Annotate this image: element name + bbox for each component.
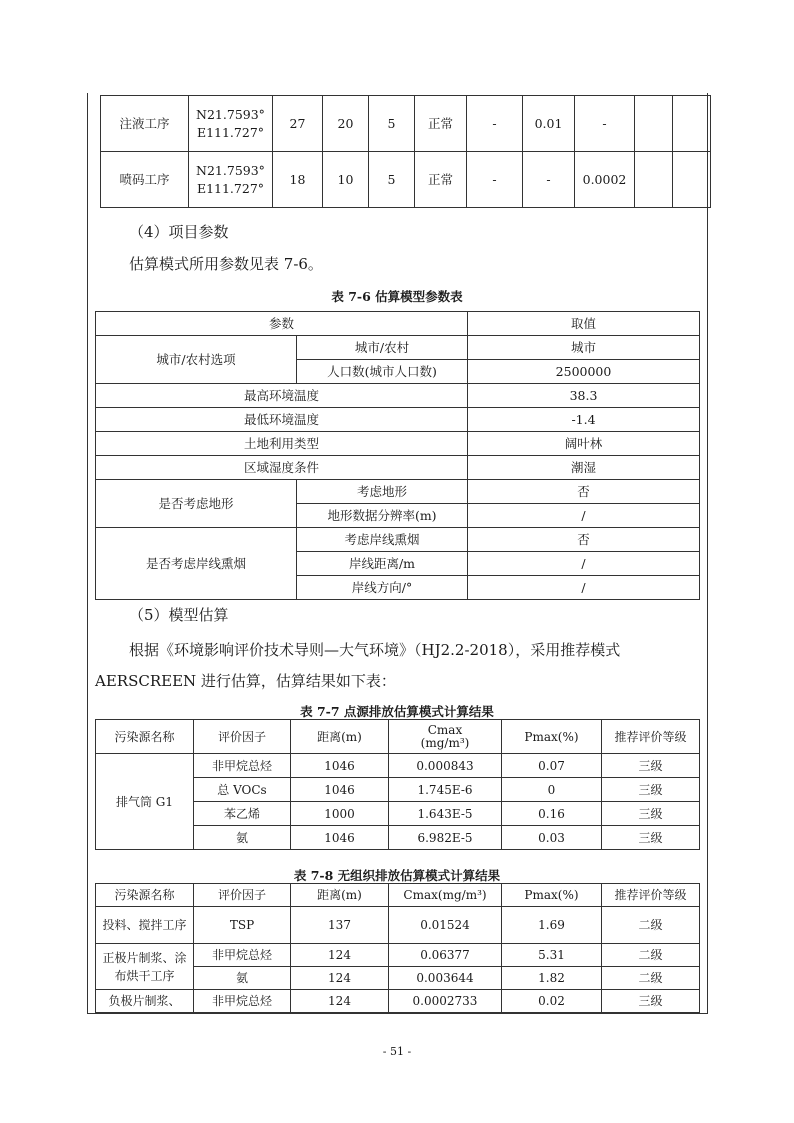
header-cell: 推荐评价等级 [602, 884, 700, 907]
table-cell: 潮湿 [468, 456, 700, 480]
table-cell: 喷码工序 [101, 152, 189, 208]
table-cell: 氨 [194, 826, 291, 850]
table-cell: 最高环境温度 [96, 384, 468, 408]
group-label-cell: 是否考虑岸线熏烟 [96, 528, 297, 600]
table-cell: 124 [291, 944, 389, 967]
table-row [96, 754, 700, 778]
header-cell: Cmax(mg/m³) [389, 884, 502, 907]
table-row [96, 408, 700, 432]
section-heading-5: （5）模型估算 [129, 606, 229, 624]
table-cell: 124 [291, 967, 389, 990]
page-number: - 51 - [382, 1045, 412, 1058]
table-cell: 最低环境温度 [96, 408, 468, 432]
table-cell [635, 96, 673, 152]
header-cell: 污染源名称 [96, 884, 194, 907]
table-cell: 38.3 [468, 384, 700, 408]
table-cell: 三级 [602, 826, 700, 850]
header-cell: Pmax(%) [502, 720, 602, 754]
fugitive-emission-result-table [95, 883, 700, 1013]
source-name-cell: 正极片制浆、涂布烘干工序 [96, 944, 194, 990]
table-cell: 岸线距离/m [297, 552, 468, 576]
table-cell: 1046 [291, 778, 389, 802]
header-cell: 推荐评价等级 [602, 720, 700, 754]
table-cell: 1.69 [502, 907, 602, 944]
table-cell: 正常 [415, 96, 467, 152]
table-cell: 0.07 [502, 754, 602, 778]
section-5-text-line2: AERSCREEN 进行估算，估算结果如下表： [95, 672, 396, 690]
table-cell: 人口数(城市人口数) [297, 360, 468, 384]
table-cell: 1000 [291, 802, 389, 826]
table-cell: 岸线方向/° [297, 576, 468, 600]
coordinate-cell: N21.7593° E111.727° [189, 152, 273, 208]
table-cell: - [467, 152, 523, 208]
table-row [101, 152, 711, 208]
table-cell: 非甲烷总烃 [194, 754, 291, 778]
table-cell: 1.82 [502, 967, 602, 990]
table-cell: 6.982E-5 [389, 826, 502, 850]
table-cell: 总 VOCs [194, 778, 291, 802]
table-cell: 城市/农村 [297, 336, 468, 360]
table-cell: 1046 [291, 826, 389, 850]
source-name-cell: 投料、搅拌工序 [96, 907, 194, 944]
table-cell: 三级 [602, 754, 700, 778]
table-cell: - [575, 96, 635, 152]
table-cell: 1046 [291, 754, 389, 778]
table-cell: 0.16 [502, 802, 602, 826]
group-label-cell: 城市/农村选项 [96, 336, 297, 384]
table-cell: 18 [273, 152, 323, 208]
table-row [96, 456, 700, 480]
table-cell: 0.03 [502, 826, 602, 850]
table-cell: 20 [323, 96, 369, 152]
table-cell [635, 152, 673, 208]
section-4-text: 估算模式所用参数见表 7-6。 [129, 255, 323, 273]
header-cell: Pmax(%) [502, 884, 602, 907]
header-cell: 污染源名称 [96, 720, 194, 754]
header-cell: 取值 [468, 312, 700, 336]
table-cell: 三级 [602, 802, 700, 826]
table-cell: 1.745E-6 [389, 778, 502, 802]
table-cell: 5.31 [502, 944, 602, 967]
table-cell: 否 [468, 480, 700, 504]
table-row [101, 96, 711, 152]
table-cell: 注液工序 [101, 96, 189, 152]
table-cell [673, 152, 711, 208]
table-cell: 137 [291, 907, 389, 944]
table-cell: - [523, 152, 575, 208]
table-cell: 1.643E-5 [389, 802, 502, 826]
table-cell: 2500000 [468, 360, 700, 384]
table-cell: 二级 [602, 944, 700, 967]
table-row [96, 384, 700, 408]
table-cell: 区域湿度条件 [96, 456, 468, 480]
table-cell: 三级 [602, 990, 700, 1013]
table-7-8-caption: 表 7-8 无组织排放估算模式计算结果 [293, 868, 501, 883]
table-row [96, 990, 700, 1013]
header-cell: 距离(m) [291, 720, 389, 754]
table-header-row [96, 720, 700, 754]
table-cell: 考虑岸线熏烟 [297, 528, 468, 552]
table-cell: 124 [291, 990, 389, 1013]
table-cell: 考虑地形 [297, 480, 468, 504]
table-row [96, 944, 700, 967]
header-cell: 评价因子 [194, 720, 291, 754]
table-cell: / [468, 552, 700, 576]
table-cell: 0.01524 [389, 907, 502, 944]
table-cell: 0.003644 [389, 967, 502, 990]
table-row [96, 907, 700, 944]
table-cell: TSP [194, 907, 291, 944]
table-7-6-caption: 表 7-6 估算模型参数表 [331, 289, 463, 304]
table-cell: 氨 [194, 967, 291, 990]
section-heading-4: （4）项目参数 [129, 223, 229, 241]
table-cell: 0.0002 [575, 152, 635, 208]
table-7-7-caption: 表 7-7 点源排放估算模式计算结果 [300, 704, 494, 719]
table-cell: 非甲烷总烃 [194, 990, 291, 1013]
table-cell: 5 [369, 152, 415, 208]
coordinate-cell: N21.7593° E111.727° [189, 96, 273, 152]
table-header-row [96, 312, 700, 336]
table-cell: 0.01 [523, 96, 575, 152]
table-row [96, 528, 700, 552]
table-cell [673, 96, 711, 152]
table-cell: 土地利用类型 [96, 432, 468, 456]
header-cell-cmax: Cmax (mg/m³) [389, 720, 502, 754]
model-parameter-table [95, 311, 700, 600]
header-cell: 距离(m) [291, 884, 389, 907]
table-cell: 城市 [468, 336, 700, 360]
table-cell: 二级 [602, 907, 700, 944]
group-label-cell: 是否考虑地形 [96, 480, 297, 528]
table-cell: 正常 [415, 152, 467, 208]
table-cell: 二级 [602, 967, 700, 990]
point-source-result-table [95, 719, 700, 850]
table-cell: / [468, 576, 700, 600]
table-cell: 0.0002733 [389, 990, 502, 1013]
table-cell: 地形数据分辨率(m) [297, 504, 468, 528]
emission-source-table-continued [100, 95, 711, 208]
table-cell: 0.02 [502, 990, 602, 1013]
header-cell: 评价因子 [194, 884, 291, 907]
section-5-text-line1: 根据《环境影响评价技术导则—大气环境》（HJ2.2-2018），采用推荐模式 [129, 641, 621, 659]
source-name-cell: 排气筒 G1 [96, 754, 194, 850]
table-cell: 27 [273, 96, 323, 152]
header-cell: 参数 [96, 312, 468, 336]
table-cell: 三级 [602, 778, 700, 802]
table-cell: 苯乙烯 [194, 802, 291, 826]
table-row [96, 480, 700, 504]
table-cell: -1.4 [468, 408, 700, 432]
table-cell: 0 [502, 778, 602, 802]
table-cell: 10 [323, 152, 369, 208]
table-cell: 否 [468, 528, 700, 552]
table-row [96, 336, 700, 360]
table-cell: - [467, 96, 523, 152]
table-cell: 0.06377 [389, 944, 502, 967]
table-cell: 非甲烷总烃 [194, 944, 291, 967]
source-name-cell: 负极片制浆、 [96, 990, 194, 1013]
table-header-row [96, 884, 700, 907]
table-cell: / [468, 504, 700, 528]
table-row [96, 432, 700, 456]
table-cell: 0.000843 [389, 754, 502, 778]
table-cell: 5 [369, 96, 415, 152]
table-cell: 阔叶林 [468, 432, 700, 456]
